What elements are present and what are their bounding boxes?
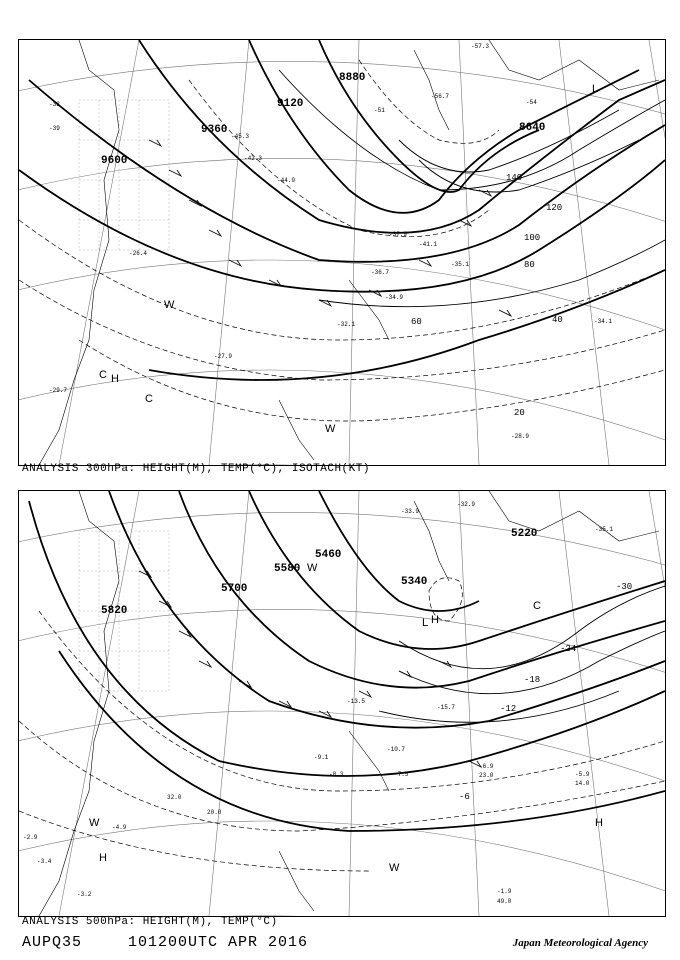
- station-label: -6.9: [479, 763, 494, 770]
- temperature-contours: [379, 586, 665, 722]
- agency-name: Japan Meteorological Agency: [512, 937, 648, 949]
- temp-label: -51: [374, 107, 385, 114]
- temp-label: -32.1: [337, 321, 356, 328]
- temp-label: -42.3: [244, 155, 263, 162]
- wind-barbs: [149, 140, 511, 316]
- station-label: -15.7: [437, 704, 456, 711]
- station-label: -33.9: [401, 508, 420, 515]
- warm-center-symbol: W: [307, 562, 318, 574]
- caption-500hpa: ANALYSIS 500hPa: HEIGHT(M), TEMP(°C): [22, 916, 278, 928]
- temp-label: -41.1: [419, 241, 438, 248]
- temp-contour-label--12: -12: [500, 704, 517, 714]
- valid-time: 101200UTC APR 2016: [128, 934, 309, 951]
- temp-label: -29.7: [49, 387, 68, 394]
- temp-label: -56.7: [431, 93, 450, 100]
- temp-label: -34.1: [594, 318, 613, 325]
- isotach-label-140: 140: [506, 173, 523, 183]
- station-label: -8.3: [329, 771, 344, 778]
- temp-label: -36.7: [371, 269, 390, 276]
- temp-label: -57.3: [471, 43, 490, 50]
- warm-center-symbol: W: [89, 817, 100, 829]
- map-panel-300hpa: [18, 39, 666, 466]
- low-pressure-symbol: L: [422, 617, 429, 629]
- caption-300hpa: ANALYSIS 300hPa: HEIGHT(M), TEMP(°C), ISOTACH(KT): [22, 463, 370, 475]
- station-label: -4.9: [112, 824, 127, 831]
- station-grid: [79, 100, 169, 250]
- station-label: -3.4: [37, 858, 52, 865]
- warm-center-symbol: W: [325, 423, 336, 435]
- temp-label: -33: [49, 101, 60, 108]
- isotach-label-120: 120: [546, 203, 563, 213]
- wind-barbs: [139, 571, 481, 767]
- temp-label: -44.9: [277, 177, 296, 184]
- map-500hpa-svg: [19, 491, 665, 916]
- warm-center-symbol: W: [389, 862, 400, 874]
- temp-label: -45.3: [231, 133, 250, 140]
- temp-label: -34.9: [385, 294, 404, 301]
- height-label-8640: 8640: [519, 122, 546, 134]
- temperature-contours: [19, 60, 665, 421]
- temp-label: -54: [526, 99, 537, 106]
- height-label-9120: 9120: [277, 98, 304, 110]
- station-label: -10.7: [387, 746, 406, 753]
- height-label-5340: 5340: [401, 576, 428, 588]
- station-label: 20.0: [207, 809, 222, 816]
- station-label: 49.0: [497, 898, 512, 905]
- high-pressure-symbol: H: [99, 852, 107, 864]
- station-label: 32.0: [167, 794, 182, 801]
- isotach-label-100: 100: [524, 233, 541, 243]
- station-label: 14.0: [575, 780, 590, 787]
- high-pressure-symbol: H: [111, 373, 119, 385]
- cold-center-symbol: C: [99, 369, 107, 381]
- height-label-5220: 5220: [511, 528, 538, 540]
- station-label: -35.1: [595, 526, 614, 533]
- height-label-8880: 8880: [339, 72, 366, 84]
- station-label: -1.9: [497, 888, 512, 895]
- station-label: -9.1: [314, 754, 329, 761]
- temp-label: -37.9: [389, 231, 408, 238]
- temp-label: -28.9: [511, 433, 530, 440]
- warm-center-symbol: W: [164, 299, 175, 311]
- isotach-contours: [279, 70, 665, 307]
- height-label-5700: 5700: [221, 583, 248, 595]
- height-label-5460: 5460: [315, 549, 342, 561]
- isotach-label-60: 60: [411, 317, 422, 327]
- height-labels: [101, 72, 545, 167]
- high-pressure-symbol: H: [595, 817, 603, 829]
- low-pressure-symbol: L: [592, 83, 599, 95]
- height-label-5820: 5820: [101, 605, 128, 617]
- temp-contour-label--6: -6: [459, 792, 470, 802]
- station-label: -3.2: [77, 891, 92, 898]
- cold-center-symbol: C: [533, 600, 541, 612]
- height-contours: [19, 40, 665, 380]
- station-label: -32.9: [457, 501, 476, 508]
- map-panel-500hpa: [18, 490, 666, 917]
- height-label-9600: 9600: [101, 155, 128, 167]
- station-label: -13.5: [347, 698, 366, 705]
- isotach-label-80: 80: [524, 260, 535, 270]
- map-300hpa-svg: [19, 40, 665, 465]
- cold-center-symbol: C: [145, 393, 153, 405]
- station-label: -5.9: [575, 771, 590, 778]
- station-label: -7.5: [394, 771, 409, 778]
- temp-contour-label--30: -30: [616, 582, 633, 592]
- temp-label: -39: [49, 125, 60, 132]
- height-label-5580: 5580: [274, 563, 301, 575]
- station-labels: [23, 501, 613, 905]
- temp-label: -27.9: [214, 353, 233, 360]
- chart-code: AUPQ35: [22, 934, 83, 951]
- temp-contour-label--18: -18: [524, 675, 541, 685]
- station-label: -2.9: [23, 834, 38, 841]
- isotach-label-40: 40: [552, 315, 563, 325]
- temp-label: -35.1: [451, 261, 470, 268]
- temp-contour-label--24: -24: [560, 644, 577, 654]
- station-label: 23.0: [479, 772, 494, 779]
- temp-label: -26.4: [129, 250, 148, 257]
- height-label-9360: 9360: [201, 124, 228, 136]
- high-pressure-symbol: H: [431, 614, 439, 626]
- isotach-label-20: 20: [514, 408, 525, 418]
